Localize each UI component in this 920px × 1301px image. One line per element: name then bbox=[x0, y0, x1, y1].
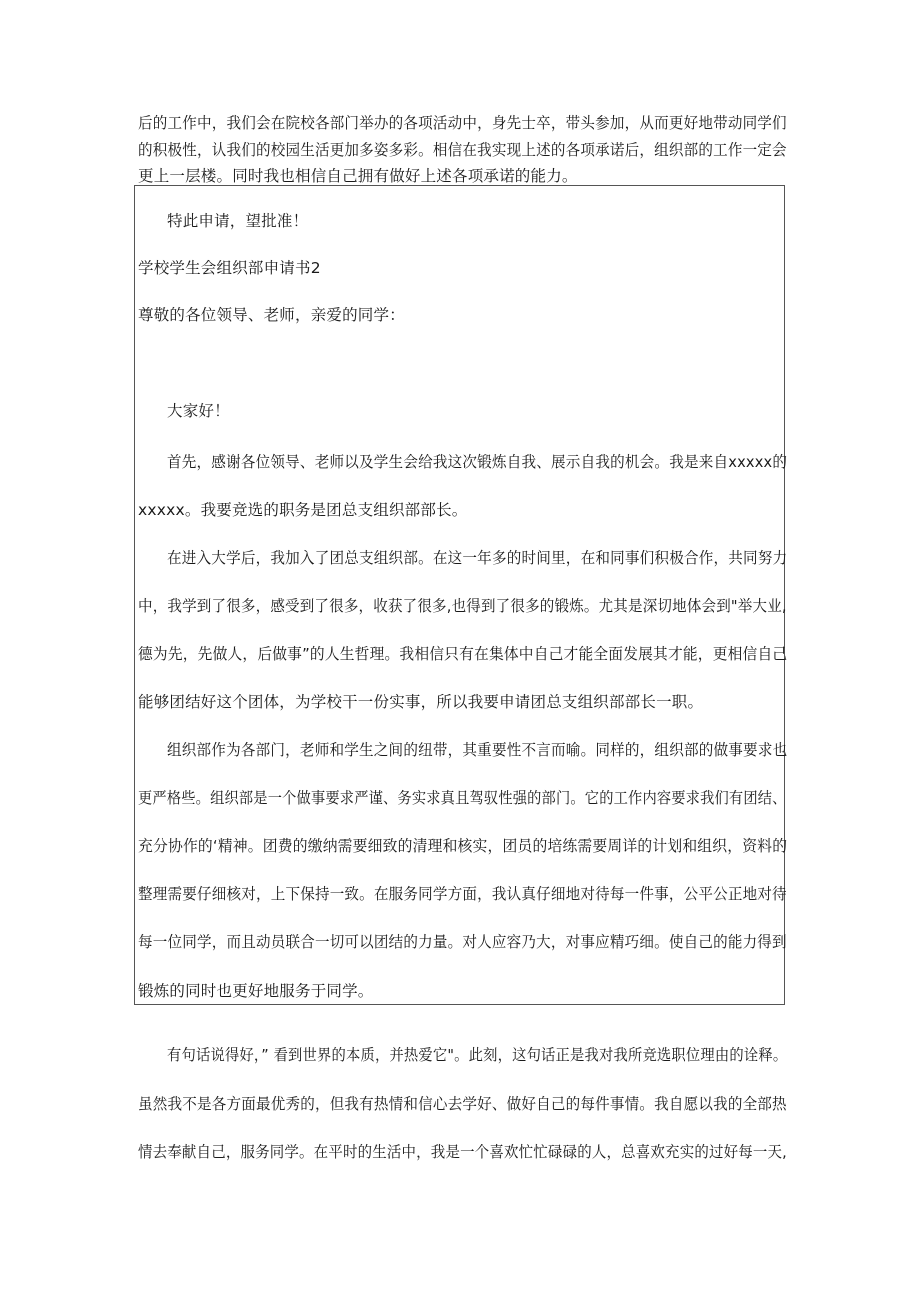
greeting: 大家好！ bbox=[167, 402, 230, 420]
paragraph-line: 更上一层楼。同时我也相信自己拥有做好上述各项承诺的能力。 bbox=[138, 167, 578, 185]
paragraph-line: 每一位同学，而且动员联合一切可以团结的力量。对人应容乃大，对事应精巧细。使自己的能力得到 bbox=[138, 933, 787, 951]
paragraph-line: 首先，感谢各位领导、老师以及学生会给我这次锻炼自我、展示自我的机会。我是来自xxxxx的 bbox=[167, 453, 788, 471]
paragraph-line: 中，我学到了很多，感受到了很多，收获了很多,也得到了很多的锻炼。尤其是深切地体会到"举大业, bbox=[138, 597, 787, 615]
paragraph-line: 更严格些。组织部是一个做事要求严谨、务实求真且驾驭性强的部门。它的工作内容要求我们有团结、 bbox=[138, 789, 787, 807]
paragraph-line: 能够团结好这个团体，为学校干一份实事，所以我要申请团总支组织部部长一职。 bbox=[138, 693, 704, 711]
closing-line: 特此申请，望批准！ bbox=[167, 212, 309, 230]
paragraph-line: 整理需要仔细核对，上下保持一致。在服务同学方面，我认真仔细地对待每一件事，公平公正地对待 bbox=[138, 885, 787, 903]
paragraph-line: xxxxx。我要竞选的职务是团总支组织部部长。 bbox=[138, 501, 468, 519]
paragraph-line: 充分协作的‘精神。团费的缴纳需要细致的清理和核实，团员的培练需要周详的计划和组织，资料的 bbox=[138, 837, 788, 855]
paragraph-line: 情去奉献自己，服务同学。在平时的生活中，我是一个喜欢忙忙碌碌的人，总喜欢充实的过好每一天, bbox=[138, 1143, 787, 1161]
paragraph-line: 锻炼的同时也更好地服务于同学。 bbox=[138, 982, 374, 1000]
paragraph-line: 的积极性，认我们的校园生活更加多姿多彩。相信在我实现上述的各项承诺后，组织部的工作一定会 bbox=[138, 141, 787, 159]
paragraph-line: 后的工作中，我们会在院校各部门举办的各项活动中，身先士卒，带头参加，从而更好地带动同学们 bbox=[138, 114, 787, 132]
paragraph-line: 虽然我不是各方面最优秀的，但我有热情和信心去学好、做好自己的每件事情。我自愿以我的全部热 bbox=[138, 1095, 787, 1113]
paragraph-line: 有句话说得好，” 看到世界的本质，并热爱它"。此刻，这句话正是我对我所竞选职位理由的诠释。 bbox=[167, 1046, 788, 1064]
salutation: 尊敬的各位领导、老师，亲爱的同学： bbox=[138, 306, 405, 324]
document-title: 学校学生会组织部申请书2 bbox=[138, 259, 321, 277]
paragraph-line: 在进入大学后，我加入了团总支组织部。在这一年多的时间里，在和同事们积极合作，共同努力 bbox=[167, 549, 788, 567]
paragraph-line: 德为先，先做人，后做事”的人生哲理。我相信只有在集体中自己才能全面发展其才能，更相信自己 bbox=[138, 645, 788, 663]
paragraph-line: 组织部作为各部门，老师和学生之间的纽带，其重要性不言而喻。同样的，组织部的做事要求也 bbox=[167, 741, 788, 759]
